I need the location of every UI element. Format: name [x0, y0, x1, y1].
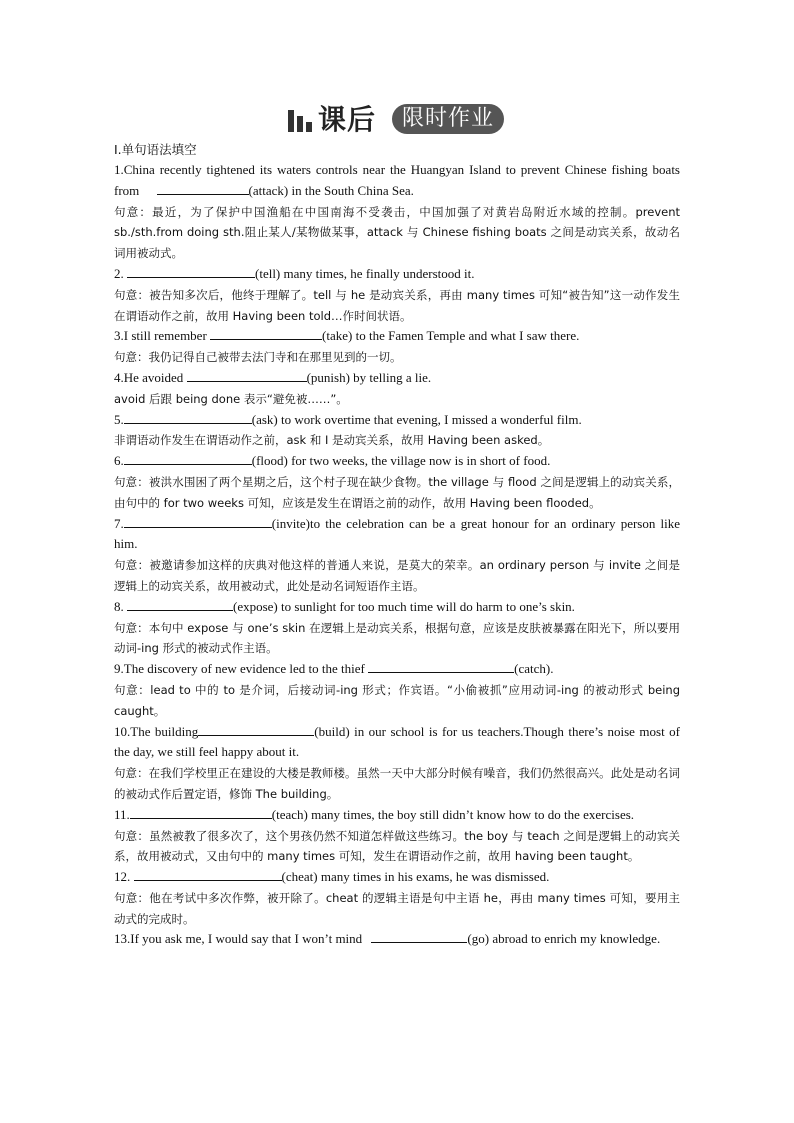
answer-explanation-1: 句意：最近，为了保护中国渔船在中国南海不受袭击，中国加强了对黄岩岛附近水域的控制。prevent sb./sth.from doing sth.阻止某人/某物做某事，attack 与 Chinese fishing boats 之间是动宾关系，故动名词用被动式。: [114, 204, 680, 261]
answer-blank[interactable]: [124, 451, 252, 465]
answer-blank[interactable]: [368, 659, 514, 673]
question-text: (ask) to work overtime that evening, I missed a wonderful film.: [251, 411, 582, 427]
answer-explanation-10: 句意：在我们学校里正在建设的大楼是教师楼。虽然一天中大部分时候有噪音，我们仍然很高兴。此处是动名词的被动式作后置定语，修饰 The building。: [114, 766, 680, 801]
question-number: 7.: [114, 515, 124, 531]
answer-explanation-5: 非谓语动作发生在谓语动作之前，ask 和 I 是动宾关系，故用 Having been asked。: [114, 433, 550, 448]
header-title: 课后: [318, 103, 377, 136]
question-number: 12.: [114, 869, 134, 885]
header-title-pill: 限时作业: [392, 104, 504, 134]
question-text: (go) abroad to enrich my knowledge.: [467, 931, 661, 947]
question-text: (attack) in the South China Sea.: [248, 182, 414, 198]
question-text: (tell) many times, he finally understood it.: [255, 265, 475, 281]
answer-explanation-4: avoid 后跟 being done 表示“避免被……”。: [114, 391, 348, 406]
question-4: [114, 368, 680, 389]
answer-blank[interactable]: [130, 805, 272, 819]
question-13: [114, 929, 680, 950]
question-number: 13.: [114, 931, 131, 947]
answer-blank[interactable]: [210, 326, 322, 340]
answer-explanation-6: 句意：被洪水围困了两个星期之后，这个村子现在缺少食物。the village 与 flood 之间是逻辑上的动宾关系，由句中的 for two weeks 可知，应该是发生在谓语之前的动作，故用 Having been flooded。: [114, 474, 680, 510]
question-text: If you ask me, I would say that I won’t mind: [130, 931, 366, 947]
question-number: 9.: [114, 661, 124, 677]
question-number: 5.: [114, 411, 124, 427]
exercise-content: [114, 140, 680, 950]
answer-explanation-3: 句意：我仍记得自己被带去法门寺和在那里见到的一切。: [114, 350, 402, 365]
answer-blank[interactable]: [371, 929, 467, 943]
question-text: (cheat) many times in his exams, he was dismissed.: [281, 869, 550, 885]
answer-explanation-2: 句意：被告知多次后，他终于理解了。tell 与 he 是动宾关系，再由 many times 可知“被告知”这一动作发生在谓语动作之前，故用 Having been told…作时间状语。: [114, 287, 680, 323]
question-text: (catch).: [514, 661, 554, 677]
answer-explanation-9: 句意：lead to 中的 to 是介词，后接动词-ing 形式；作宾语。“小偷被抓”应用动词-ing 的被动形式 being caught。: [114, 682, 680, 718]
question-7: [114, 514, 680, 556]
question-number: 1.: [114, 162, 124, 177]
section-header: [0, 100, 794, 140]
bars-logo-icon: [288, 108, 314, 132]
question-9: [114, 659, 680, 680]
section-title: Ⅰ.单句语法填空: [114, 142, 197, 157]
question-text: I still remember: [123, 328, 211, 344]
question-number: 3.: [114, 328, 124, 344]
answer-explanation-12: 句意：他在考试中多次作弊，被开除了。cheat 的逻辑主语是句中主语 he，再由 many times 可知，要用主动式的完成时。: [114, 890, 680, 926]
question-1: [114, 160, 680, 202]
question-text: (take) to the Famen Temple and what I saw there.: [322, 328, 580, 344]
answer-explanation-8: 句意：本句中 expose 与 one’s skin 在逻辑上是动宾关系，根据句意，应该是皮肤被暴露在阳光下，所以要用动词-ing 形式的被动式作主语。: [114, 620, 680, 656]
question-2: [114, 264, 680, 285]
question-text: (build) in our school is for us teachers.Though there’s noise most of the day, we still feel happy about it.: [114, 723, 680, 760]
question-3: [114, 326, 680, 347]
question-text: (teach) many times, the boy still didn’t know how to do the exercises.: [271, 806, 635, 822]
answer-blank[interactable]: [127, 264, 255, 278]
answer-explanation-7: 句意：被邀请参加这样的庆典对他这样的普通人来说，是莫大的荣幸。an ordinary person 与 invite 之间是逻辑上的动宾关系，故用被动式，此处是动名词短语作主语。: [114, 558, 680, 593]
question-number: 11.: [114, 806, 130, 822]
question-8: [114, 597, 680, 618]
question-12: [114, 867, 680, 888]
answer-blank[interactable]: [187, 368, 307, 382]
question-10: [114, 722, 680, 764]
question-text: He avoided: [123, 369, 187, 385]
question-number: 10.: [114, 723, 131, 739]
answer-blank[interactable]: [134, 867, 282, 881]
answer-blank[interactable]: [157, 181, 249, 195]
answer-blank[interactable]: [198, 722, 314, 736]
question-number: 4.: [114, 369, 124, 385]
question-number: 6.: [114, 453, 124, 469]
answer-blank[interactable]: [124, 514, 272, 528]
question-11: [114, 805, 680, 826]
question-5: [114, 410, 680, 431]
question-text: The building: [130, 723, 199, 739]
question-text: (flood) for two weeks, the village now is in short of food.: [251, 453, 551, 469]
answer-blank[interactable]: [124, 410, 252, 424]
question-text: (punish) by telling a lie.: [306, 369, 432, 385]
answer-explanation-11: 句意：虽然被教了很多次了，这个男孩仍然不知道怎样做这些练习。the boy 与 teach 之间是逻辑上的动宾关系，故用被动式，又由句中的 many times 可知，发生在谓语动作之前，故用 having been taught。: [114, 828, 680, 864]
question-number: 2.: [114, 265, 127, 281]
question-number: 8.: [114, 598, 127, 614]
question-6: [114, 451, 680, 472]
question-text: (invite)to the celebration can be a great honour for an ordinary person like him.: [114, 515, 680, 552]
question-text: The discovery of new evidence led to the thief: [123, 661, 369, 677]
question-text: China recently tightened its waters controls near the Huangyan Island to prevent Chinese fishing boats from: [114, 162, 680, 198]
answer-blank[interactable]: [127, 597, 233, 611]
question-text: (expose) to sunlight for too much time will do harm to one’s skin.: [233, 598, 575, 614]
